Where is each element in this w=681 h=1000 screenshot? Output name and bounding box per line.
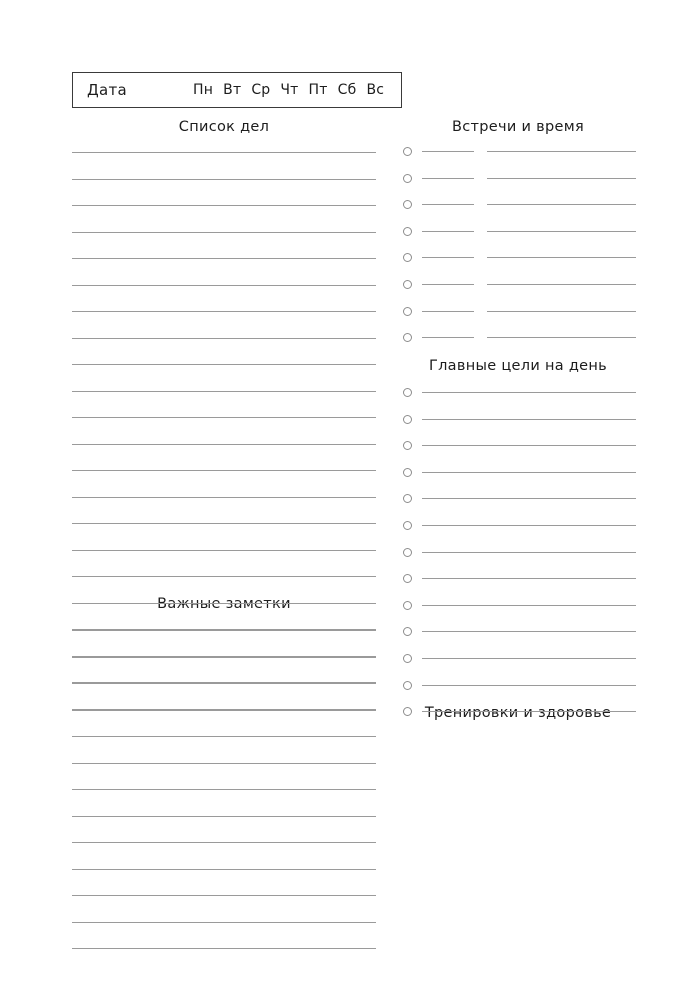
goal-line[interactable] — [422, 552, 636, 553]
meeting-time-line[interactable] — [422, 311, 474, 312]
todo-line[interactable] — [72, 444, 376, 445]
notes-line[interactable] — [72, 630, 376, 631]
meeting-bullet[interactable] — [403, 227, 412, 236]
notes-line[interactable] — [72, 895, 376, 896]
meeting-time-line[interactable] — [422, 151, 474, 152]
notes-line[interactable] — [72, 789, 376, 790]
todo-line[interactable] — [72, 523, 376, 524]
goal-bullet[interactable] — [403, 468, 412, 477]
meeting-note-line[interactable] — [487, 337, 636, 338]
goal-line[interactable] — [422, 605, 636, 606]
goal-bullet[interactable] — [403, 627, 412, 636]
goal-bullet[interactable] — [403, 494, 412, 503]
notes-line[interactable] — [72, 710, 376, 711]
section-title-meetings: Встречи и время — [452, 119, 584, 135]
meeting-bullet[interactable] — [403, 280, 412, 289]
goal-line[interactable] — [422, 685, 636, 686]
meeting-bullet[interactable] — [403, 333, 412, 342]
goal-line[interactable] — [422, 525, 636, 526]
goal-bullet[interactable] — [403, 415, 412, 424]
meeting-time-line[interactable] — [422, 257, 474, 258]
weekday-mon[interactable]: Пн — [193, 82, 214, 98]
notes-line[interactable] — [72, 683, 376, 684]
meeting-time-line[interactable] — [422, 231, 474, 232]
goal-line[interactable] — [422, 498, 636, 499]
todo-line[interactable] — [72, 576, 376, 577]
todo-line[interactable] — [72, 232, 376, 233]
goal-bullet[interactable] — [403, 388, 412, 397]
weekday-sat[interactable]: Сб — [337, 82, 357, 98]
todo-line[interactable] — [72, 285, 376, 286]
notes-line[interactable] — [72, 816, 376, 817]
weekday-sun[interactable]: Вс — [366, 82, 385, 98]
section-title-goals: Главные цели на день — [428, 358, 608, 374]
todo-line[interactable] — [72, 205, 376, 206]
todo-line[interactable] — [72, 470, 376, 471]
notes-line[interactable] — [72, 842, 376, 843]
goal-bullet[interactable] — [403, 521, 412, 530]
goal-bullet[interactable] — [403, 654, 412, 663]
todo-line[interactable] — [72, 179, 376, 180]
notes-line[interactable] — [72, 736, 376, 737]
notes-line[interactable] — [72, 657, 376, 658]
meeting-bullet[interactable] — [403, 307, 412, 316]
meeting-note-line[interactable] — [487, 204, 636, 205]
meeting-note-line[interactable] — [487, 151, 636, 152]
todo-line[interactable] — [72, 603, 376, 604]
meeting-note-line[interactable] — [487, 178, 636, 179]
goal-bullet[interactable] — [403, 548, 412, 557]
goal-bullet[interactable] — [403, 574, 412, 583]
meeting-note-line[interactable] — [487, 284, 636, 285]
goal-bullet[interactable] — [403, 681, 412, 690]
weekday-fri[interactable]: Пт — [308, 82, 328, 98]
meeting-time-line[interactable] — [422, 284, 474, 285]
goal-line[interactable] — [422, 631, 636, 632]
meeting-time-line[interactable] — [422, 337, 474, 338]
meeting-bullet[interactable] — [403, 174, 412, 183]
date-label: Дата — [87, 81, 128, 99]
goal-line[interactable] — [422, 711, 636, 712]
meeting-note-line[interactable] — [487, 311, 636, 312]
todo-line[interactable] — [72, 497, 376, 498]
goal-line[interactable] — [422, 445, 636, 446]
meeting-time-line[interactable] — [422, 204, 474, 205]
notes-line[interactable] — [72, 922, 376, 923]
goal-line[interactable] — [422, 578, 636, 579]
goal-line[interactable] — [422, 472, 636, 473]
section-title-health: Тренировки и здоровье — [424, 705, 612, 721]
goal-line[interactable] — [422, 658, 636, 659]
todo-line[interactable] — [72, 364, 376, 365]
goal-line[interactable] — [422, 419, 636, 420]
todo-line[interactable] — [72, 258, 376, 259]
section-title-todo: Список дел — [178, 119, 270, 135]
todo-line[interactable] — [72, 417, 376, 418]
todo-line[interactable] — [72, 338, 376, 339]
todo-line[interactable] — [72, 152, 376, 153]
meeting-note-line[interactable] — [487, 231, 636, 232]
meeting-bullet[interactable] — [403, 147, 412, 156]
meeting-bullet[interactable] — [403, 253, 412, 262]
goal-line[interactable] — [422, 392, 636, 393]
meeting-note-line[interactable] — [487, 257, 636, 258]
notes-line[interactable] — [72, 763, 376, 764]
goal-bullet[interactable] — [403, 441, 412, 450]
todo-line[interactable] — [72, 550, 376, 551]
meeting-time-line[interactable] — [422, 178, 474, 179]
date-box[interactable] — [72, 72, 402, 108]
weekday-tue[interactable]: Вт — [223, 82, 242, 98]
notes-line[interactable] — [72, 948, 376, 949]
weekday-wed[interactable]: Ср — [251, 82, 271, 98]
weekday-selector[interactable] — [193, 82, 384, 98]
todo-line[interactable] — [72, 311, 376, 312]
todo-line[interactable] — [72, 391, 376, 392]
meeting-bullet[interactable] — [403, 200, 412, 209]
weekday-thu[interactable]: Чт — [280, 82, 299, 98]
goal-bullet[interactable] — [403, 601, 412, 610]
notes-line[interactable] — [72, 869, 376, 870]
section-title-notes: Важные заметки — [157, 596, 291, 612]
